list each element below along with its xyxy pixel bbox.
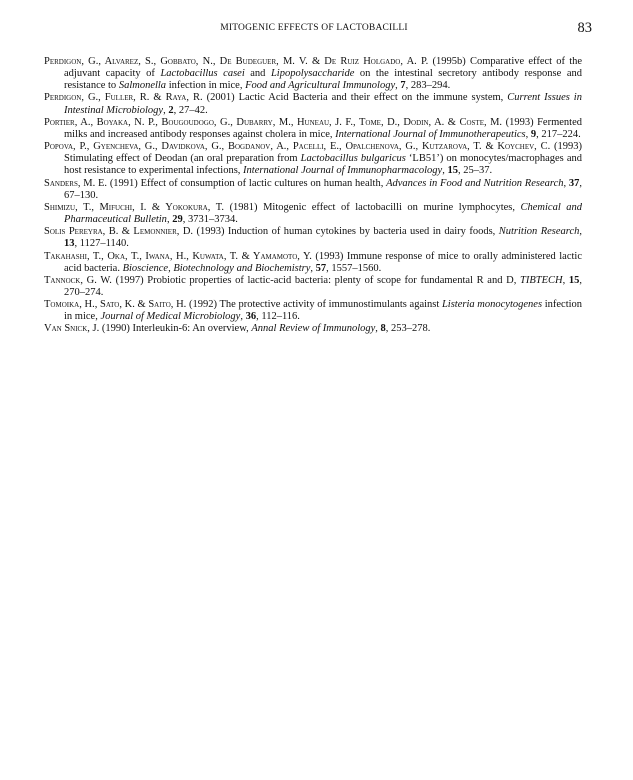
reference-year: (1992) <box>188 299 217 311</box>
reference-text: , <box>240 311 246 323</box>
reference-authors: Popova, P., Gyencheva, G., Davidkova, G., Bogdanov, A., Pacelli, E., Opalchenova, G., Kutzarova, T. & Koychev, C. <box>44 141 551 153</box>
reference-italic-text: Food and Agricultural Immunology <box>245 80 396 92</box>
reference-italic-text: Lipopolysaccharide <box>270 68 355 80</box>
reference-entry <box>44 178 582 202</box>
reference-text: and <box>244 68 271 80</box>
reference-italic-text: Advances in Food and Nutrition Research <box>386 177 564 189</box>
reference-year: (2001) <box>206 92 235 104</box>
reference-italic-text: Bioscience, Biotechnology and Biochemistry <box>122 262 311 274</box>
reference-italic-text: Lactobacillus bulgaricus <box>300 153 406 165</box>
reference-text: , <box>525 128 531 140</box>
reference-text: Comparative effect of the adjuvant capacity of <box>64 56 583 80</box>
reference-authors: Portier, A., Boyaka, N. P., Bougoudogo, G., Dubarry, M., Huneau, J. F., Tome, D., Dodin, A. & Coste, M. <box>44 116 503 128</box>
reference-authors: Solis Pereyra, B. & Lemonnier, D. <box>44 226 194 238</box>
reference-entry <box>44 202 582 226</box>
reference-text: on the intestinal secretory antibody response and resistance to <box>64 68 582 92</box>
reference-volume: 7 <box>400 80 406 92</box>
reference-entry <box>44 117 582 141</box>
reference-volume: 37 <box>568 177 580 189</box>
reference-text: , <box>375 323 381 335</box>
reference-text: Fermented milks and increased antibody responses against cholera in mice, <box>64 116 582 140</box>
reference-text: , <box>310 262 316 274</box>
reference-entry <box>44 226 582 250</box>
reference-year: (1991) <box>109 177 138 189</box>
reference-entry <box>44 92 582 116</box>
reference-italic-text: Salmonella <box>118 80 167 92</box>
reference-text: Stimulating effect of Deodan (an oral preparation from <box>64 153 301 165</box>
reference-entry <box>44 275 582 299</box>
reference-text: Effect of consumption of lactic cultures on human health, <box>140 177 387 189</box>
reference-text: , <box>579 226 582 238</box>
reference-authors: Van Snick, J. <box>44 323 100 335</box>
reference-text: Probiotic properties of lactic-acid bacteria: plenty of scope for fundamental R and D, <box>147 274 520 286</box>
reference-authors: Shimizu, T., Mifuchi, I. & Yokokura, T. <box>44 201 225 213</box>
reference-italic-text: Lactobacillus casei <box>160 68 245 80</box>
reference-entry <box>44 251 582 275</box>
reference-entry <box>44 299 582 323</box>
page-header <box>36 20 592 36</box>
reference-volume: 2 <box>168 104 174 116</box>
reference-text: , <box>563 177 569 189</box>
reference-authors: Perdigon, G., Fuller, R. & Raya, R. <box>44 92 203 104</box>
reference-italic-text: Nutrition Research <box>498 226 580 238</box>
reference-text: infection in mice, <box>166 80 246 92</box>
reference-authors: Perdigon, G., Alvarez, S., Gobbato, N., De Budeguer, M. V. & De Ruiz Holgado, A. P. <box>44 56 429 67</box>
reference-text: , <box>562 274 569 286</box>
reference-text: , 253–278. <box>385 323 431 335</box>
reference-volume: 29 <box>172 214 183 226</box>
reference-text: Immune response of mice to orally administered lactic acid bacteria. <box>64 250 582 274</box>
reference-authors: Takahashi, T., Oka, T., Iwana, H., Kuwata, T. & Yamamoto, Y. <box>44 250 312 262</box>
reference-italic-text: International Journal of Immunopharmacology <box>243 165 443 177</box>
reference-year: (1993) <box>196 226 225 238</box>
reference-year: (1997) <box>115 274 144 286</box>
reference-text: , <box>163 104 169 116</box>
reference-entry <box>44 56 582 92</box>
reference-italic-text: International Journal of Immunotherapeutics <box>335 128 526 140</box>
reference-year: (1993) <box>505 116 534 128</box>
reference-text: , 1127–1140. <box>74 238 129 250</box>
reference-text: , 67–130. <box>64 177 583 201</box>
reference-text: infection in mice, <box>64 299 583 323</box>
reference-year: (1993) <box>315 250 344 262</box>
reference-authors: Sanders, M. E. <box>44 177 108 189</box>
reference-text: , 25–37. <box>457 165 493 177</box>
running-title: MITOGENIC EFFECTS OF LACTOBACILLI <box>220 23 408 33</box>
reference-volume: 57 <box>315 262 327 274</box>
reference-text: , 27–42. <box>173 104 208 116</box>
reference-text: , 217–224. <box>536 128 581 140</box>
reference-text: , <box>166 214 173 226</box>
reference-list <box>44 56 582 336</box>
reference-text: , 283–294. <box>405 80 451 92</box>
reference-volume: 13 <box>64 238 75 250</box>
reference-text: , <box>395 80 401 92</box>
reference-year: (1990) <box>101 323 130 335</box>
page-number: 83 <box>577 20 592 36</box>
reference-volume: 36 <box>245 311 257 323</box>
reference-volume: 15 <box>568 274 580 286</box>
reference-volume: 9 <box>530 128 537 140</box>
reference-italic-text: TIBTECH <box>520 274 563 286</box>
reference-authors: Tannock, G. W. <box>44 274 112 286</box>
reference-italic-text: Annal Review of Immunology <box>251 323 376 335</box>
reference-year: (1995b) <box>432 56 466 67</box>
reference-volume: 15 <box>447 165 458 177</box>
reference-text: , 3731–3734. <box>182 214 238 226</box>
reference-text: , <box>442 165 448 177</box>
reference-text: Mitogenic effect of lactobacilli on murine lymphocytes, <box>263 201 521 213</box>
reference-text: Induction of human cytokines by bacteria used in dairy foods, <box>227 226 499 238</box>
reference-authors: Tomoika, H., Sato, K. & Saito, H. <box>44 299 187 311</box>
reference-text: , 270–274. <box>64 274 583 298</box>
reference-text: , 112–116. <box>256 311 300 323</box>
reference-italic-text: Chemical and Pharmaceutical Bulletin <box>64 201 583 226</box>
reference-italic-text: Current Issues in Intestinal Microbiology <box>64 92 582 116</box>
reference-entry <box>44 141 582 177</box>
reference-volume: 8 <box>380 323 386 335</box>
reference-italic-text: Listeria monocytogenes <box>441 299 543 311</box>
reference-year: (1993) <box>554 141 582 153</box>
reference-text: Interleukin-6: An overview, <box>132 323 252 335</box>
reference-text: , 1557–1560. <box>326 262 382 274</box>
reference-text: Lactic Acid Bacteria and their effect on the immune system, <box>238 92 508 104</box>
reference-text: ‘LB51’) on monocytes/macrophages and host resistance to experimental infections, <box>64 153 582 177</box>
reference-italic-text: Journal of Medical Microbiology <box>100 311 241 323</box>
reference-year: (1981) <box>229 201 258 213</box>
reference-entry <box>44 323 582 335</box>
reference-text: The protective activity of immunostimulants against <box>219 299 442 311</box>
